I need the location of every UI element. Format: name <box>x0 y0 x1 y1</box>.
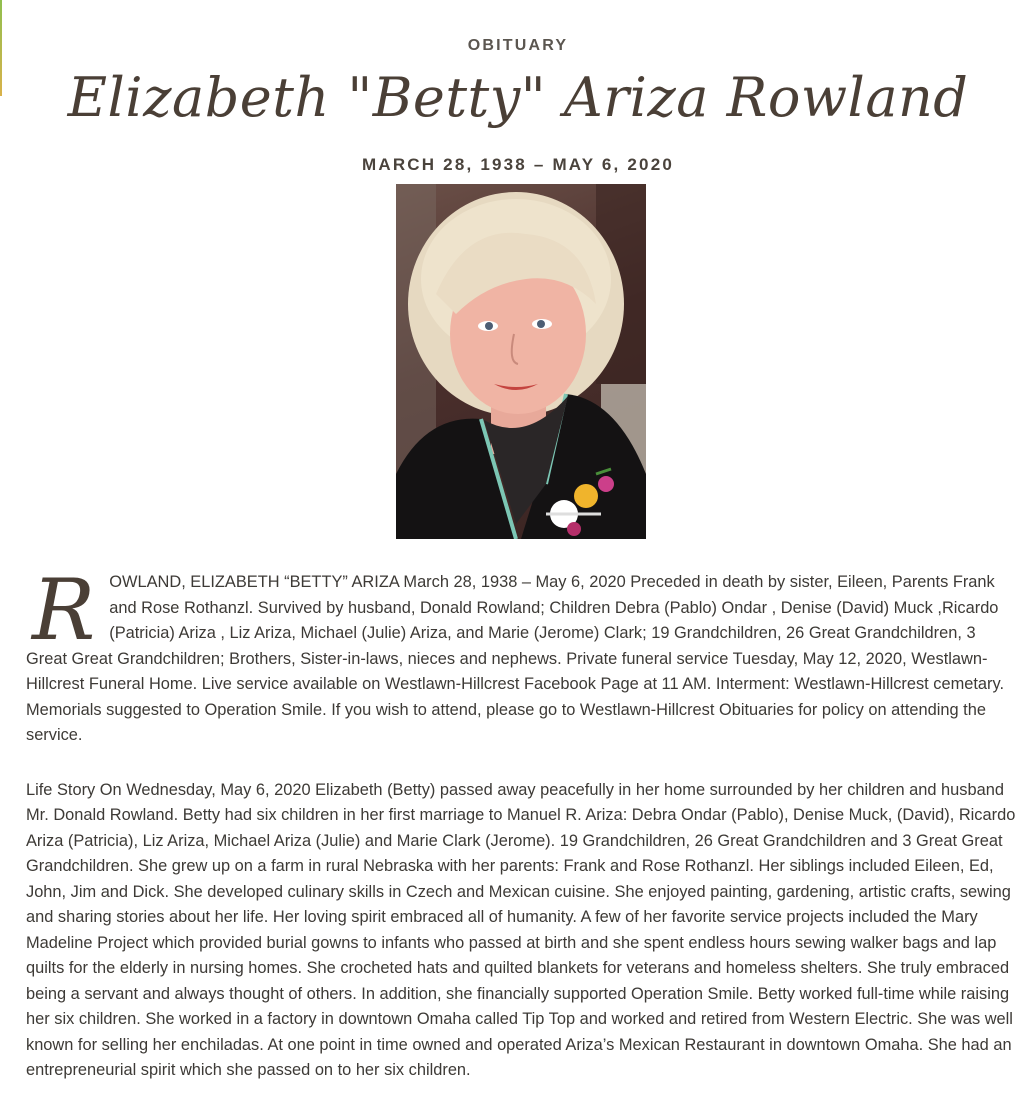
page-title: Elizabeth "Betty" Ariza Rowland <box>67 66 969 129</box>
obituary-paragraph-text: OWLAND, ELIZABETH “BETTY” ARIZA March 28, 1938 – May 6, 2020 Preceded in death by sister, Eileen, Parents Frank and Rose Rothanzl. Survived by husband, Donald Rowland; Children Debra (Pablo) Ondar , Denise (David) Muck ,Ricardo (Patricia) Ariza , Liz Ariza, Michael (Julie) Ariza, and Marie (Jerome) Clark; 19 Grandchildren, 26 Great Grandchildren, 3 Great Great Grandchildren; Brothers, Sister-in-laws, nieces and nephews. Private funeral service Tuesday, May 12, 2020, Westlawn-Hillcrest Funeral Home. Live service available on Westlawn-Hillcrest Facebook Page at 11 AM. Interment: Westlawn-Hillcrest cemetary. Memorials suggested to Operation Smile. If you wish to attend, please go to Westlawn-Hillcrest Obituaries for policy on attending the service. <box>26 573 1005 744</box>
portrait-illustration <box>396 184 646 539</box>
portrait-photo <box>396 184 646 539</box>
obituary-paragraph <box>26 561 1016 749</box>
life-story-paragraph: Life Story On Wednesday, May 6, 2020 Elizabeth (Betty) passed away peacefully in her home surrounded by her children and husband Mr. Donald Rowland. Betty had six children in her first marriage to Manuel R. Ariza: Debra Ondar (Pablo), Denise Muck, (David), Ricardo Ariza (Patricia), Liz Ariza, Michael Ariza (Julie) and Marie Clark (Jerome). 19 Grandchildren, 26 Great Grandchildren and 3 Great Great Grandchildren. She grew up on a farm in rural Nebraska with her parents: Frank and Rose Rothanzl. Her siblings included Eileen, Ed, John, Jim and Dick. She developed culinary skills in Czech and Mexican cuisine. She enjoyed painting, gardening, artistic crafts, sewing and sharing stories about her life. Her loving spirit embraced all of humanity. A few of her favorite service projects included the Mary Madeline Project which provided burial gowns to infants who passed at birth and she spent endless hours sewing walker bags and lap quilts for the elderly in nursing homes. She crocheted hats and quilted blankets for veterans and homeless shelters. She truly embraced being a servant and always thought of others. In addition, she financially supported Operation Smile. Betty worked full-time while raising her six children. She worked in a factory in downtown Omaha called Tip Top and worked and retired from Western Electric. She was well known for selling her enchiladas. At one point in time owned and operated Ariza’s Mexican Restaurant in downtown Omaha. She had an entrepreneurial spirit which she passed on to her six children. <box>26 780 1016 1079</box>
drop-cap: R <box>32 561 96 659</box>
section-kicker: OBITUARY <box>467 37 569 54</box>
obituary-article <box>26 561 1016 1113</box>
life-dates: MARCH 28, 1938 – MAY 6, 2020 <box>361 155 675 174</box>
